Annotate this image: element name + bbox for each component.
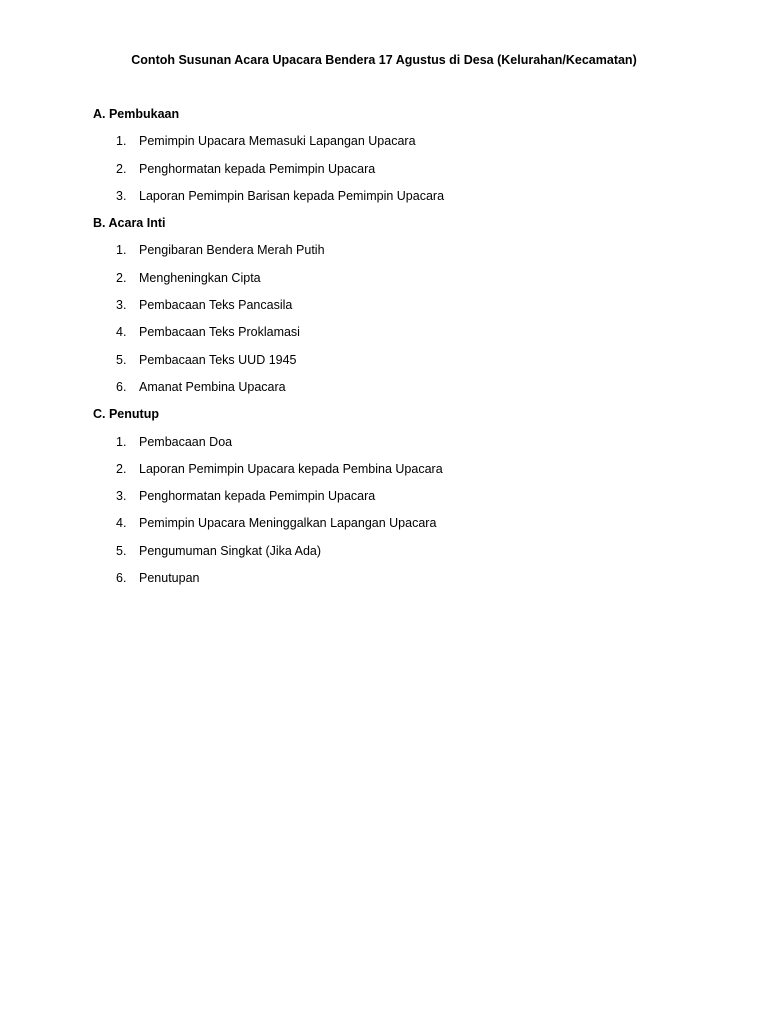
section-list — [93, 242, 733, 394]
list-item — [93, 543, 733, 559]
section-pembukaan — [93, 106, 733, 204]
section-heading: C. Penutup — [93, 407, 159, 422]
list-item — [93, 434, 733, 450]
item-number: 5. — [116, 543, 127, 558]
item-text: Laporan Pemimpin Upacara kepada Pembina Upacara — [139, 461, 443, 476]
item-number: 3. — [116, 298, 127, 313]
section-acara-inti — [93, 215, 733, 395]
item-text: Pembacaan Teks UUD 1945 — [139, 352, 297, 367]
item-number: 3. — [116, 188, 127, 203]
section-heading: B. Acara Inti — [93, 216, 166, 231]
list-item — [93, 570, 733, 586]
list-item — [93, 161, 733, 177]
item-number: 2. — [116, 461, 127, 476]
item-number: 5. — [116, 352, 127, 367]
list-item — [93, 297, 733, 313]
item-number: 4. — [116, 516, 127, 531]
section-penutup — [93, 406, 733, 586]
item-number: 1. — [116, 134, 127, 149]
section-list — [93, 434, 733, 586]
item-text: Penghormatan kepada Pemimpin Upacara — [139, 161, 376, 176]
item-text: Pembacaan Teks Pancasila — [139, 298, 293, 313]
item-number: 1. — [116, 434, 127, 449]
list-item — [93, 515, 733, 531]
item-number: 2. — [116, 161, 127, 176]
list-item — [93, 270, 733, 286]
list-item — [93, 324, 733, 340]
item-text: Penutupan — [139, 571, 200, 586]
section-list — [93, 133, 733, 204]
item-text: Amanat Pembina Upacara — [139, 379, 286, 394]
item-number: 6. — [116, 379, 127, 394]
item-number: 3. — [116, 489, 127, 504]
item-text: Laporan Pemimpin Barisan kepada Pemimpin Upacara — [139, 188, 445, 203]
item-text: Penghormatan kepada Pemimpin Upacara — [139, 489, 376, 504]
document-title: Contoh Susunan Acara Upacara Bendera 17 Agustus di Desa (Kelurahan/Kecamatan) — [131, 53, 637, 67]
list-item — [93, 133, 733, 149]
section-heading: A. Pembukaan — [93, 107, 180, 121]
item-text: Pengibaran Bendera Merah Putih — [139, 243, 325, 258]
list-item — [93, 188, 733, 204]
list-item — [93, 242, 733, 258]
item-text: Pemimpin Upacara Meninggalkan Lapangan Upacara — [139, 516, 437, 531]
item-text: Pembacaan Doa — [139, 434, 233, 449]
list-item — [93, 461, 733, 477]
item-text: Mengheningkan Cipta — [139, 270, 261, 285]
item-number: 2. — [116, 270, 127, 285]
item-text: Pemimpin Upacara Memasuki Lapangan Upacara — [139, 134, 416, 149]
list-item — [93, 379, 733, 395]
document-body — [93, 106, 733, 597]
item-number: 6. — [116, 571, 127, 586]
item-number: 1. — [116, 243, 127, 258]
list-item — [93, 488, 733, 504]
item-text: Pengumuman Singkat (Jika Ada) — [139, 543, 322, 558]
list-item — [93, 352, 733, 368]
item-number: 4. — [116, 325, 127, 340]
item-text: Pembacaan Teks Proklamasi — [139, 325, 300, 340]
